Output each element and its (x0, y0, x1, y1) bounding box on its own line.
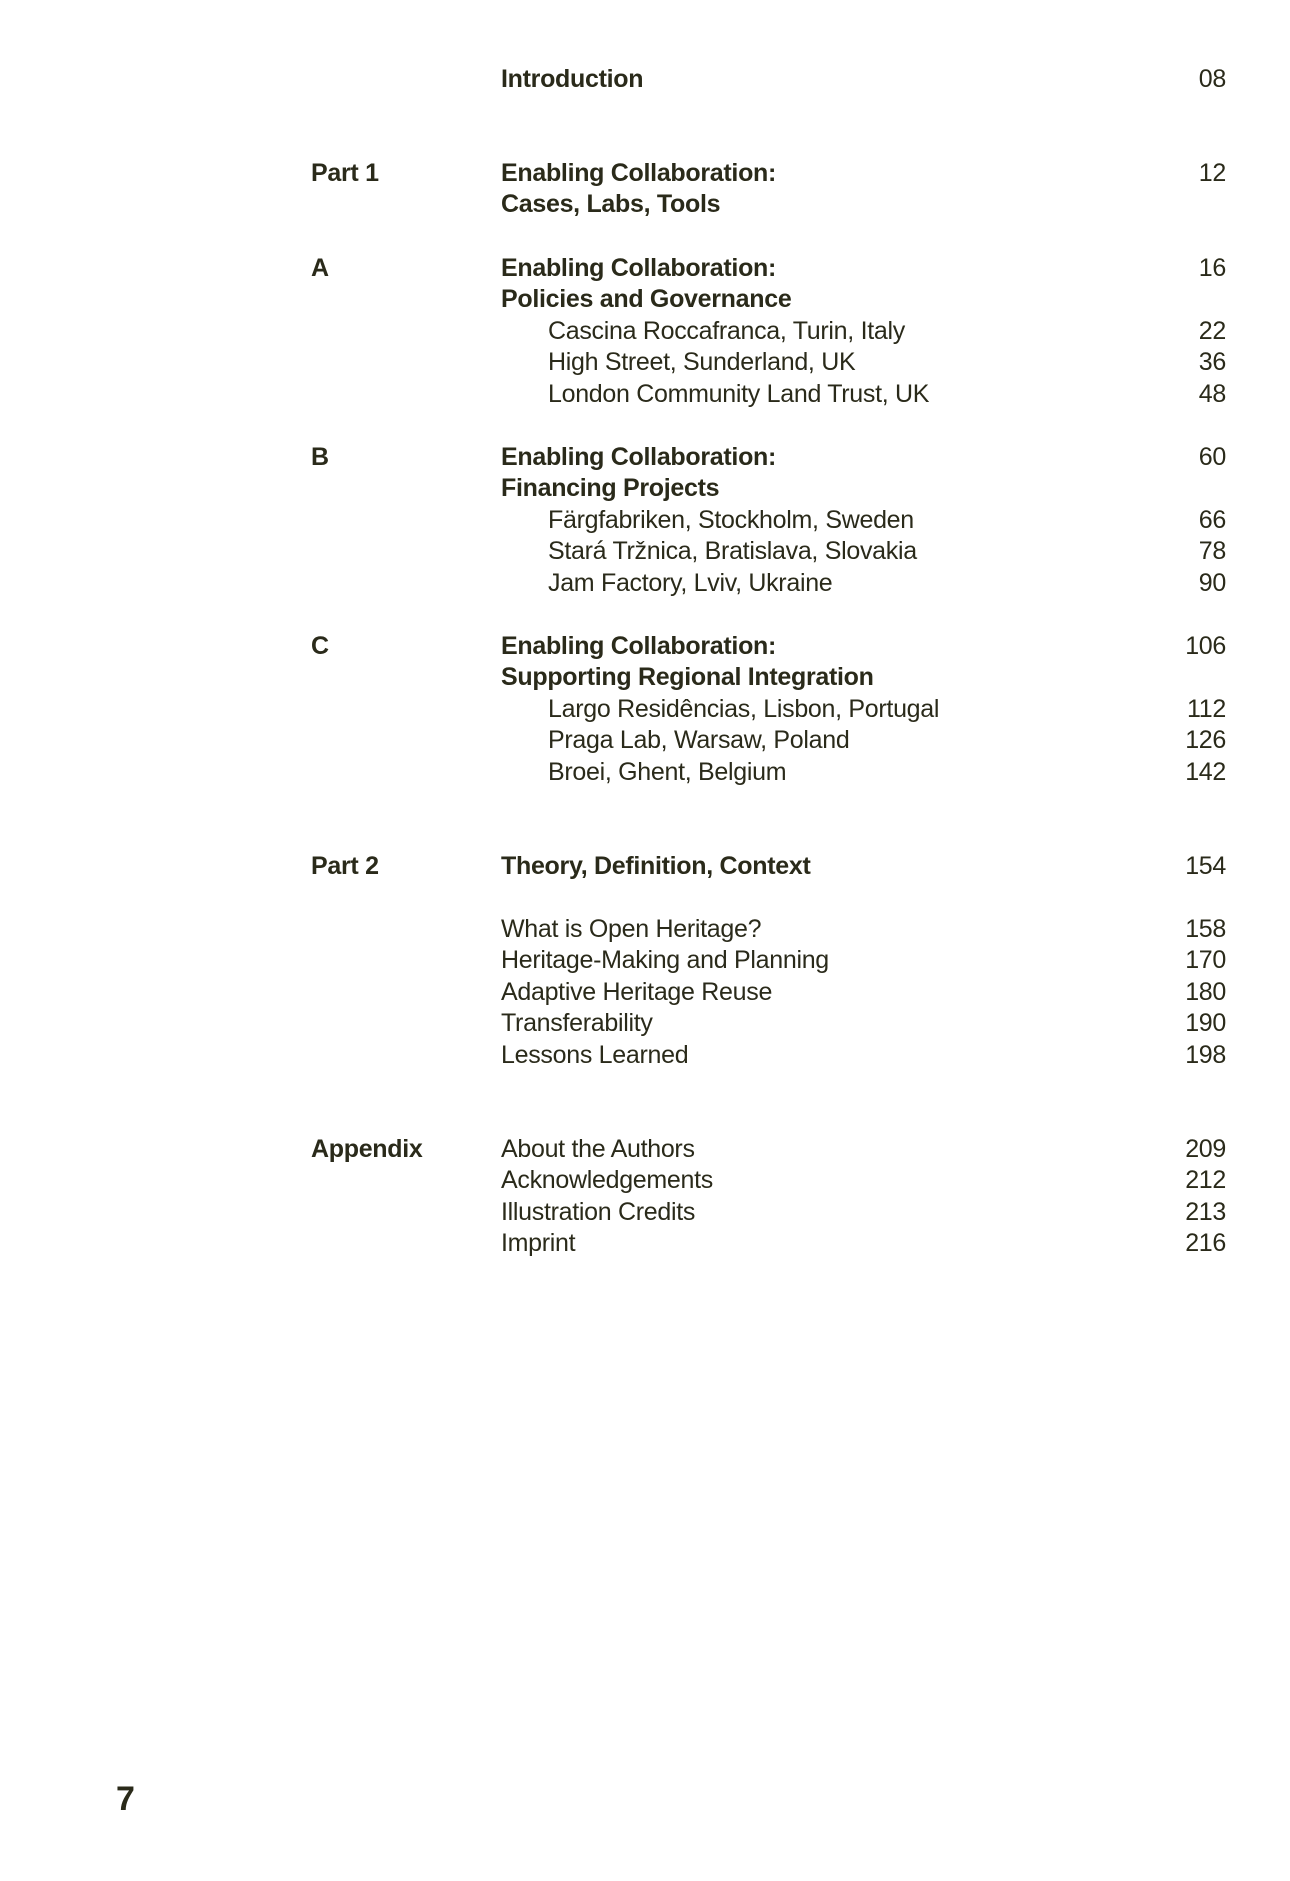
toc-appendix-label: Appendix (311, 1135, 423, 1163)
toc-item-page: 180 (1185, 978, 1226, 1006)
toc-item[interactable]: London Community Land Trust, UK (548, 380, 930, 408)
toc-item-page: 170 (1185, 946, 1226, 974)
toc-item-page: 212 (1185, 1166, 1226, 1194)
toc-section-a-label: A (311, 254, 329, 282)
toc-section-b-title-line1[interactable]: Enabling Collaboration: (501, 443, 777, 471)
toc-item[interactable]: Heritage-Making and Planning (501, 946, 829, 974)
toc-part1-label: Part 1 (311, 159, 379, 187)
toc-item[interactable]: Acknowledgements (501, 1166, 713, 1194)
toc-section-a-title-line2[interactable]: Policies and Governance (501, 285, 792, 313)
toc-item-page: 216 (1185, 1229, 1226, 1257)
toc-section-c-title-line1[interactable]: Enabling Collaboration: (501, 632, 777, 660)
toc-section-c-page: 106 (1185, 632, 1226, 660)
toc-item[interactable]: Largo Residências, Lisbon, Portugal (548, 695, 940, 723)
toc-section-b-page: 60 (1198, 443, 1226, 471)
toc-item-page: 78 (1198, 537, 1226, 565)
toc-part2-title[interactable]: Theory, Definition, Context (501, 852, 811, 880)
toc-item[interactable]: High Street, Sunderland, UK (548, 348, 856, 376)
page-number: 7 (116, 1780, 135, 1818)
toc-section-a-title-line1[interactable]: Enabling Collaboration: (501, 254, 777, 282)
toc-item[interactable]: Transferability (501, 1009, 653, 1037)
toc-item[interactable]: Lessons Learned (501, 1041, 689, 1069)
toc-part1-title-line2[interactable]: Cases, Labs, Tools (501, 190, 721, 218)
toc-part2-label: Part 2 (311, 852, 379, 880)
toc-section-c-title-line2[interactable]: Supporting Regional Integration (501, 663, 874, 691)
toc-item-page: 112 (1187, 695, 1226, 723)
toc-item[interactable]: What is Open Heritage? (501, 915, 762, 943)
toc-item[interactable]: Jam Factory, Lviv, Ukraine (548, 569, 833, 597)
toc-item[interactable]: Praga Lab, Warsaw, Poland (548, 726, 850, 754)
toc-item-page: 66 (1198, 506, 1226, 534)
toc-item[interactable]: Broei, Ghent, Belgium (548, 758, 787, 786)
toc-item-page: 190 (1185, 1009, 1226, 1037)
toc-item-page: 209 (1185, 1135, 1226, 1163)
toc-item-page: 48 (1198, 380, 1226, 408)
toc-item-page: 198 (1185, 1041, 1226, 1069)
toc-item-page: 142 (1185, 758, 1226, 786)
toc-introduction-page: 08 (1198, 65, 1226, 93)
toc-part1-page: 12 (1198, 159, 1226, 187)
toc-item[interactable]: Stará Tržnica, Bratislava, Slovakia (548, 537, 917, 565)
toc-item[interactable]: About the Authors (501, 1135, 695, 1163)
toc-part1-title-line1[interactable]: Enabling Collaboration: (501, 159, 777, 187)
toc-introduction-title[interactable]: Introduction (501, 65, 644, 93)
toc-item[interactable]: Adaptive Heritage Reuse (501, 978, 773, 1006)
toc-item-page: 126 (1185, 726, 1226, 754)
toc-item[interactable]: Imprint (501, 1229, 576, 1257)
toc-item[interactable]: Illustration Credits (501, 1198, 696, 1226)
toc-section-b-title-line2[interactable]: Financing Projects (501, 474, 720, 502)
toc-section-a-page: 16 (1198, 254, 1226, 282)
toc-item-page: 158 (1185, 915, 1226, 943)
toc-part2-page: 154 (1185, 852, 1226, 880)
toc-item[interactable]: Cascina Roccafranca, Turin, Italy (548, 317, 905, 345)
toc-item-page: 90 (1198, 569, 1226, 597)
toc-item[interactable]: Färgfabriken, Stockholm, Sweden (548, 506, 914, 534)
toc-section-b-label: B (311, 443, 329, 471)
toc-item-page: 213 (1185, 1198, 1226, 1226)
toc-item-page: 36 (1198, 348, 1226, 376)
toc-section-c-label: C (311, 632, 329, 660)
toc-item-page: 22 (1198, 317, 1226, 345)
